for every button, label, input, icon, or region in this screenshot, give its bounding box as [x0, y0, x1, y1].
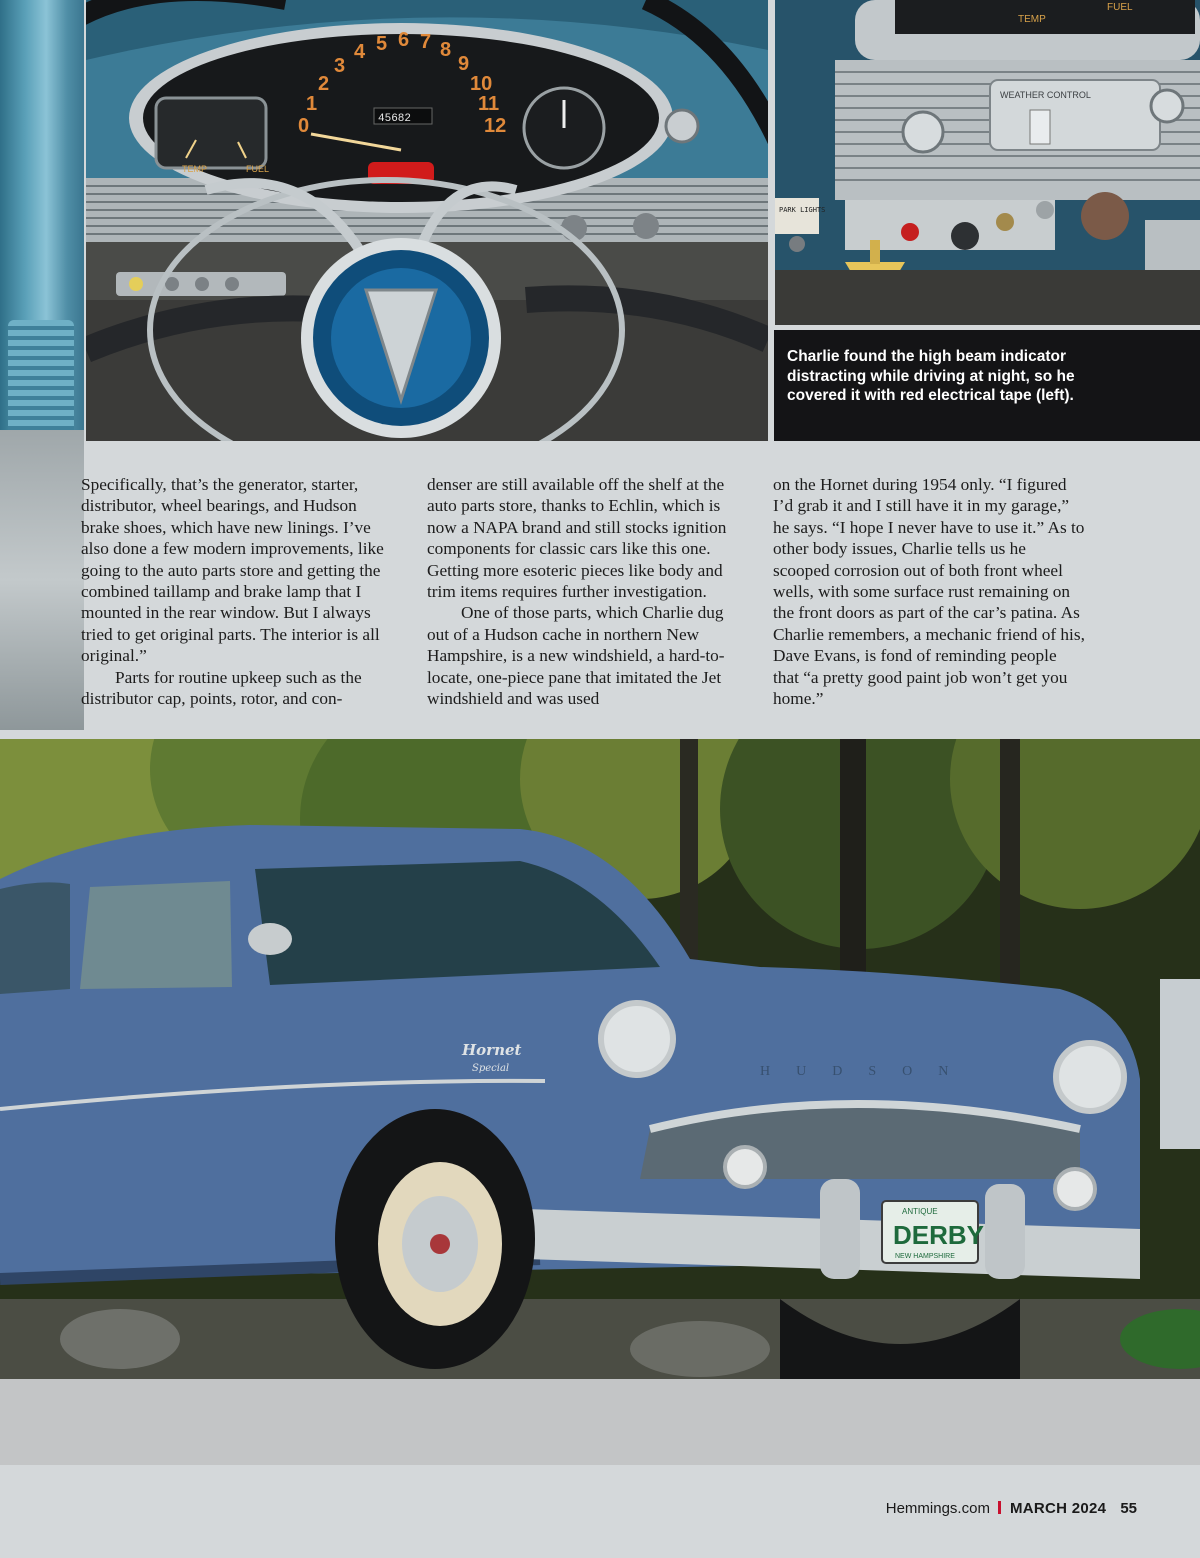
temp-gauge-label: TEMP	[182, 164, 208, 174]
speedo-num-8: 8	[440, 39, 452, 61]
speedo-num-12: 12	[484, 115, 507, 137]
article-column-2	[427, 474, 739, 709]
photo-caption: Charlie found the high beam indicator distracting while driving at night, so he covered it with red electrical tape (left).	[787, 348, 1075, 404]
plate-main-text: DERBY	[893, 1220, 985, 1250]
fuel-label: FUEL	[1107, 2, 1133, 13]
paragraph: One of those parts, which Charlie dug out of a Hudson cache in northern New Hampshire, is a new windshield, a hard-to-locate, one-piece pane that imitated the Jet windshield and was used	[427, 603, 725, 709]
speedo-num-10: 10	[470, 73, 493, 95]
footer-folio	[886, 1500, 1137, 1517]
dashboard-photo	[86, 0, 768, 441]
page-number: 55	[1120, 1500, 1137, 1517]
controls-photo	[775, 0, 1200, 325]
seat-fabric	[0, 430, 84, 730]
speedo-num-6: 6	[398, 29, 410, 51]
speedo-num-9: 9	[458, 53, 470, 75]
hudson-hornet-photo	[0, 739, 1200, 1465]
paragraph: Specifically, that’s the generator, starter, distributor, wheel bearings, and Hudson brake shoes, which have new linings. I’ve also done a few modern improvements, like going to the auto parts store and getting the combined taillamp and brake lamp that I mounted in the rear window. But I always tried to get original parts. The interior is all original.”	[81, 475, 384, 666]
weather-control-label: WEATHER CONTROL	[1000, 90, 1091, 100]
controls-illustration	[775, 0, 1200, 325]
dashboard-illustration	[86, 0, 768, 441]
article-column-1	[81, 474, 393, 709]
footer-divider	[998, 1501, 1001, 1514]
car-illustration	[0, 739, 1200, 1465]
speedo-num-2: 2	[318, 73, 330, 95]
hornet-script: Hornet	[462, 1041, 522, 1059]
paragraph: Parts for routine upkeep such as the distributor cap, points, rotor, and con-	[81, 667, 362, 709]
photo-caption-box	[774, 330, 1200, 441]
hudson-hood-letters: HUDSON	[760, 1064, 975, 1079]
temp-label: TEMP	[1018, 14, 1046, 25]
paragraph: on the Hornet during 1954 only. “I figured I’d grab it and I still have it in my garage,” he says. “I hope I never have to use it.” As to other body issues, Charlie tells us he scooped corrosion out of both front wheel wells, with some surface rust remaining on the front doors as part of the car’s patina. As Charlie remembers, a mechanic friend of his, Dave Evans, is fond of reminding people that “a pretty good paint job won’t get you home.”	[773, 475, 1085, 709]
site-name: Hemmings.com	[885, 1500, 990, 1517]
paragraph: denser are still available off the shelf at the auto parts store, thanks to Echlin, which is now a NAPA brand and still stocks ignition components for classic cars like this one. Getting more esoteric pieces like body and trim items requires further investigation.	[427, 475, 727, 602]
page-footer	[0, 1465, 1200, 1558]
door-interior-photo	[0, 0, 84, 730]
issue-date: MARCH 2024	[1009, 1500, 1107, 1517]
odometer: 45682	[378, 113, 412, 125]
speedo-num-5: 5	[376, 33, 388, 55]
speedo-num-7: 7	[420, 31, 432, 53]
special-script: Special	[472, 1063, 510, 1074]
speedo-num-11: 11	[478, 93, 500, 115]
plate-bottom-text: NEW HAMPSHIRE	[895, 1253, 955, 1260]
speedo-num-0: 0	[298, 115, 310, 137]
park-lights-label: PARK LIGHTS	[779, 206, 826, 214]
speedo-num-3: 3	[334, 55, 346, 77]
plate-top-text: ANTIQUE	[902, 1207, 938, 1216]
speedo-num-1: 1	[306, 93, 318, 115]
fuel-gauge-label: FUEL	[246, 164, 270, 174]
article-column-3	[773, 474, 1085, 709]
speedo-num-4: 4	[354, 41, 366, 63]
